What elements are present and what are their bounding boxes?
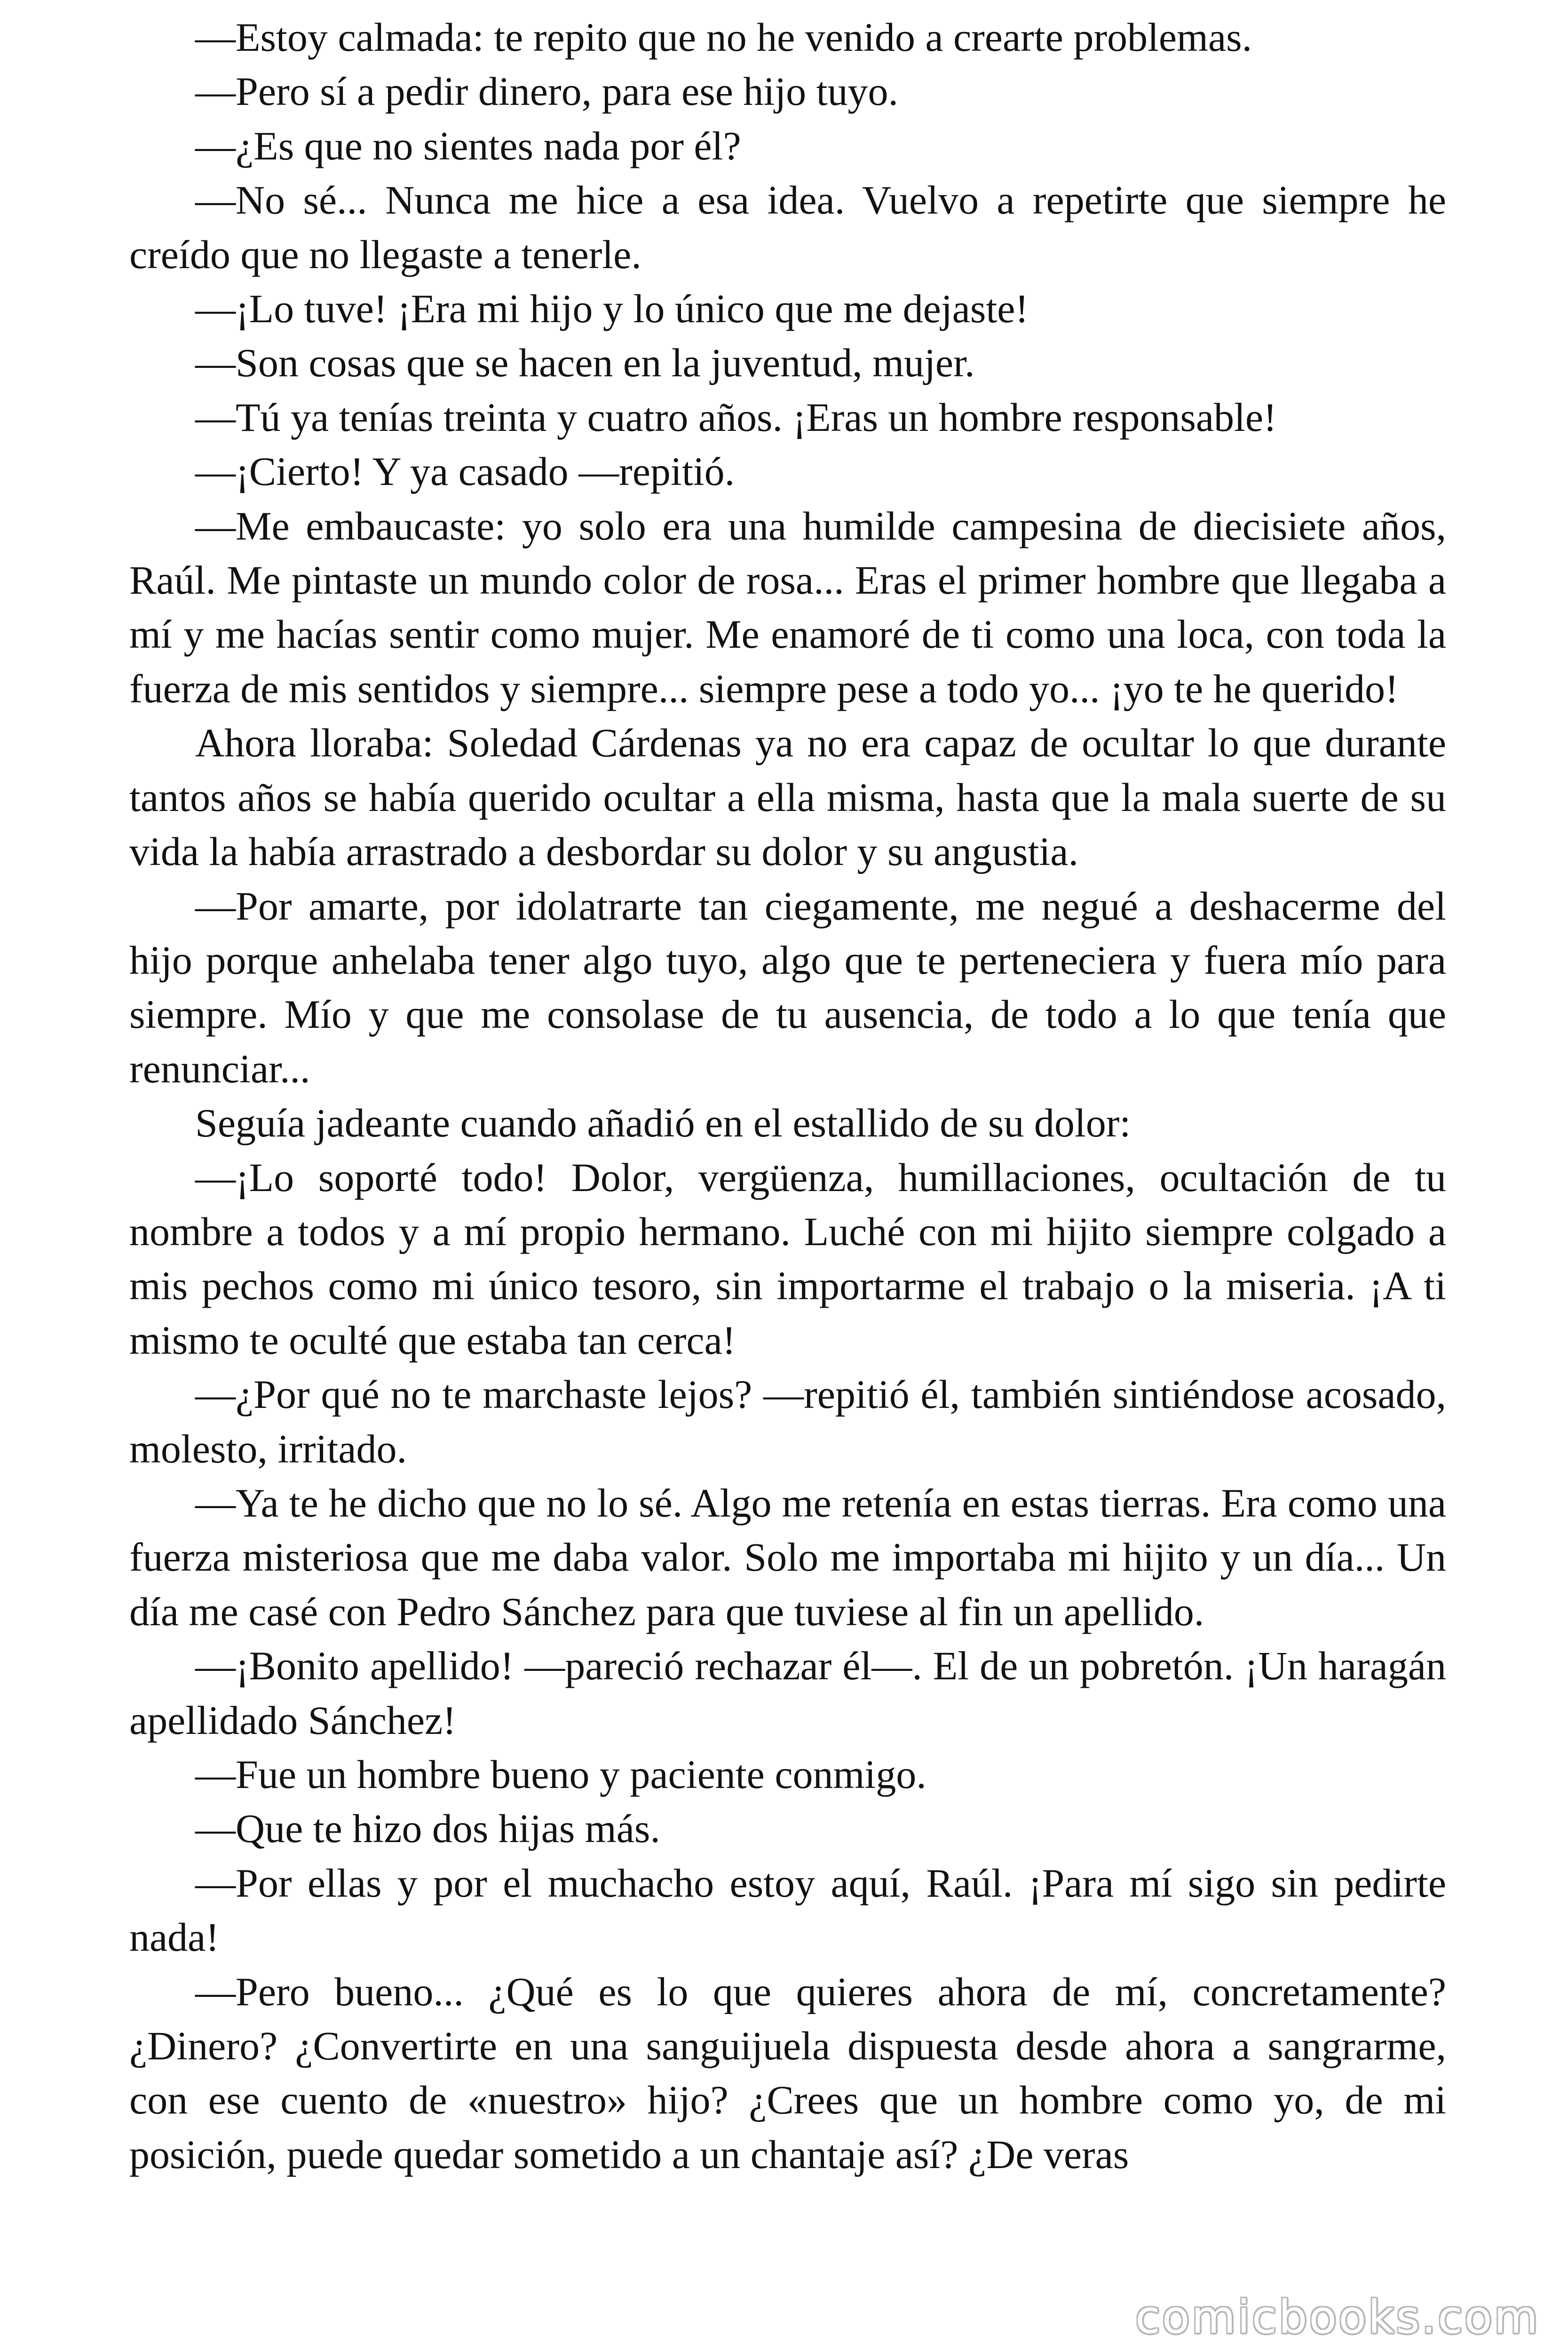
watermark: comicbooks.com	[1135, 2291, 1540, 2344]
paragraph: —¿Por qué no te marchaste lejos? —repitió él, también sintiéndose acosado, molesto, irritado.	[129, 1372, 1446, 1471]
paragraph: Ahora lloraba: Soledad Cárdenas ya no era capaz de ocultar lo que durante tantos años se había querido ocultar a ella misma, hasta que la mala suerte de su vida la había arrastrado a desbordar su dolor y su angustia.	[129, 720, 1446, 874]
paragraph: —Ya te he dicho que no lo sé. Algo me retenía en estas tierras. Era como una fuerza misteriosa que me daba valor. Solo me importaba mi hijito y un día... Un día me casé con Pedro Sánchez para que tuviese al fin un apellido.	[129, 1480, 1446, 1634]
paragraph: —Tú ya tenías treinta y cuatro años. ¡Eras un hombre responsable!	[195, 394, 1277, 440]
paragraph: —¿Es que no sientes nada por él?	[195, 123, 741, 168]
paragraph: —¡Bonito apellido! —pareció rechazar él—. El de un pobretón. ¡Un haragán apellidado Sánchez!	[129, 1643, 1446, 1743]
paragraph: —Fue un hombre bueno y paciente conmigo.	[195, 1752, 927, 1797]
paragraph: Seguía jadeante cuando añadió en el estallido de su dolor:	[195, 1100, 1131, 1146]
paragraph: —Me embaucaste: yo solo era una humilde campesina de diecisiete años, Raúl. Me pintaste un mundo color de rosa... Eras el primer hombre que llegaba a mí y me hacías sentir como mujer. Me enamoré de ti como una loca, con toda la fuerza de mis sentidos y siempre... siempre pese a todo yo... ¡yo te he querido!	[129, 503, 1446, 711]
paragraph: —¡Lo soporté todo! Dolor, vergüenza, humillaciones, ocultación de tu nombre a todos y a mí propio hermano. Luché con mi hijito siempre colgado a mis pechos como mi único tesoro, sin importarme el trabajo o la miseria. ¡A ti mismo te oculté que estaba tan cerca!	[129, 1154, 1446, 1363]
paragraph: —Pero bueno... ¿Qué es lo que quieres ahora de mí, concretamente? ¿Dinero? ¿Convertirte en una sanguijuela dispuesta desde ahora a sangrarme, con ese cuento de «nuestro» hijo? ¿Crees que un hombre como yo, de mi posición, puede quedar sometido a un chantaje así? ¿De veras	[129, 1969, 1446, 2177]
paragraph: —Que te hizo dos hijas más.	[195, 1806, 660, 1851]
paragraph: —¡Cierto! Y ya casado —repitió.	[195, 449, 735, 494]
body-text	[129, 10, 1446, 2182]
paragraph: —¡Lo tuve! ¡Era mi hijo y lo único que me dejaste!	[195, 286, 1029, 332]
paragraph: —Son cosas que se hacen en la juventud, mujer.	[195, 340, 975, 386]
paragraph: —Estoy calmada: te repito que no he venido a crearte problemas.	[195, 15, 1252, 60]
paragraph: —Pero sí a pedir dinero, para ese hijo tuyo.	[195, 69, 899, 114]
paragraph: —Por amarte, por idolatrarte tan ciegamente, me negué a deshacerme del hijo porque anhelaba tener algo tuyo, algo que te perteneciera y fuera mío para siempre. Mío y que me consolase de tu ausencia, de todo a lo que tenía que renunciar...	[129, 883, 1446, 1091]
paragraph: —No sé... Nunca me hice a esa idea. Vuelvo a repetirte que siempre he creído que no llegaste a tenerle.	[129, 177, 1446, 277]
paragraph: —Por ellas y por el muchacho estoy aquí, Raúl. ¡Para mí sigo sin pedirte nada!	[129, 1860, 1446, 1960]
